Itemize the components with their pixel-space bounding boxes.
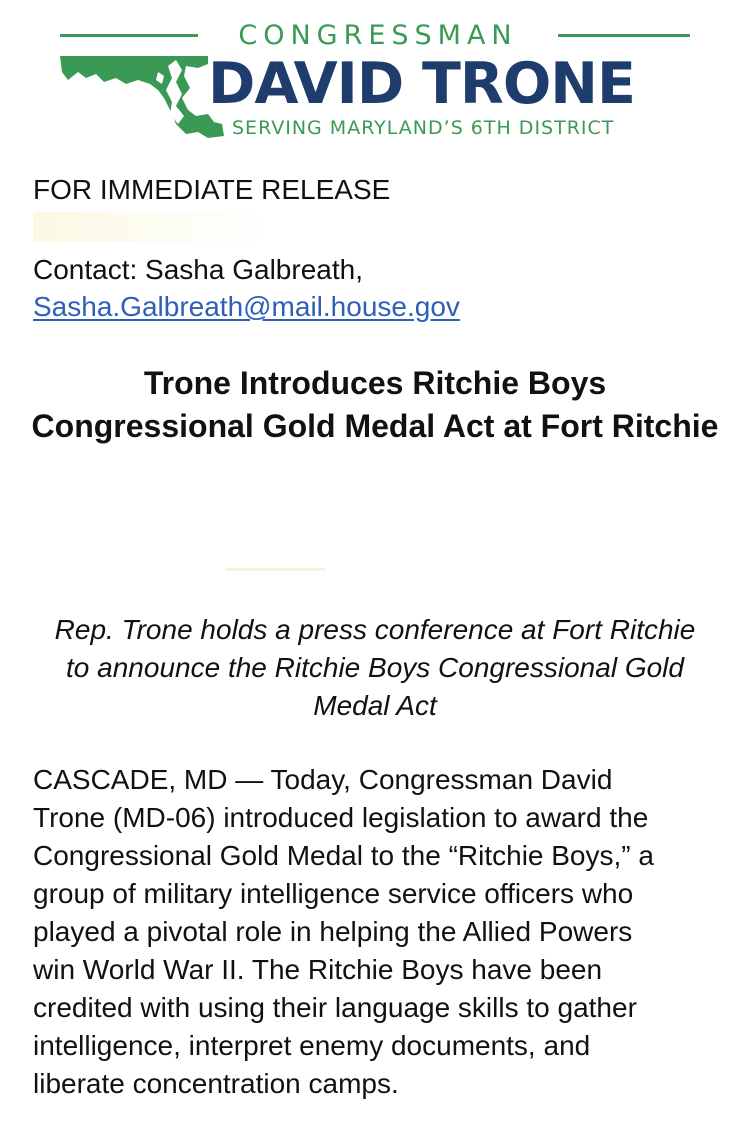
photo-caption: Rep. Trone holds a press conference at Fort Ritchie to announce the Ritchie Boys Congressional Gold Medal Act [54,614,696,721]
maryland-map-icon [58,54,226,140]
body-line: played a pivotal role in helping the Allied Powers [33,916,633,947]
release-label: FOR IMMEDIATE RELEASE [33,174,391,205]
logo-rule-right [558,34,690,37]
body-line: win World War II. The Ritchie Boys have been [33,954,603,985]
contact-email-link[interactable]: Sasha.Galbreath@mail.house.gov [33,291,460,322]
placeholder-rule [225,568,325,571]
redacted-date-overlay [33,212,273,242]
body-line: liberate concentration camps. [33,1068,399,1099]
logo-district-text: SERVING MARYLAND’S 6TH DISTRICT [232,117,615,139]
body-line: intelligence, interpret enemy documents, and [33,1030,591,1061]
body-paragraph [33,761,733,1103]
logo-name-text: DAVID TRONE [208,51,635,117]
body-line: Congressional Gold Medal to the “Ritchie Boys,” a [33,840,654,871]
body-line: credited with using their language skills to gather [33,992,637,1023]
press-release-headline: Trone Introduces Ritchie Boys Congressional Gold Medal Act at Fort Ritchie [31,365,719,444]
logo-rule-left [60,34,198,37]
logo-congressman-text: CONGRESSMAN [238,20,518,51]
body-line: group of military intelligence service officers who [33,878,634,909]
congressman-logo [58,18,692,143]
body-line: CASCADE, MD — Today, Congressman David [33,764,613,795]
photo-placeholder [225,528,527,570]
body-line: Trone (MD-06) introduced legislation to award the [33,802,649,833]
contact-label: Contact: Sasha Galbreath, [33,254,363,285]
